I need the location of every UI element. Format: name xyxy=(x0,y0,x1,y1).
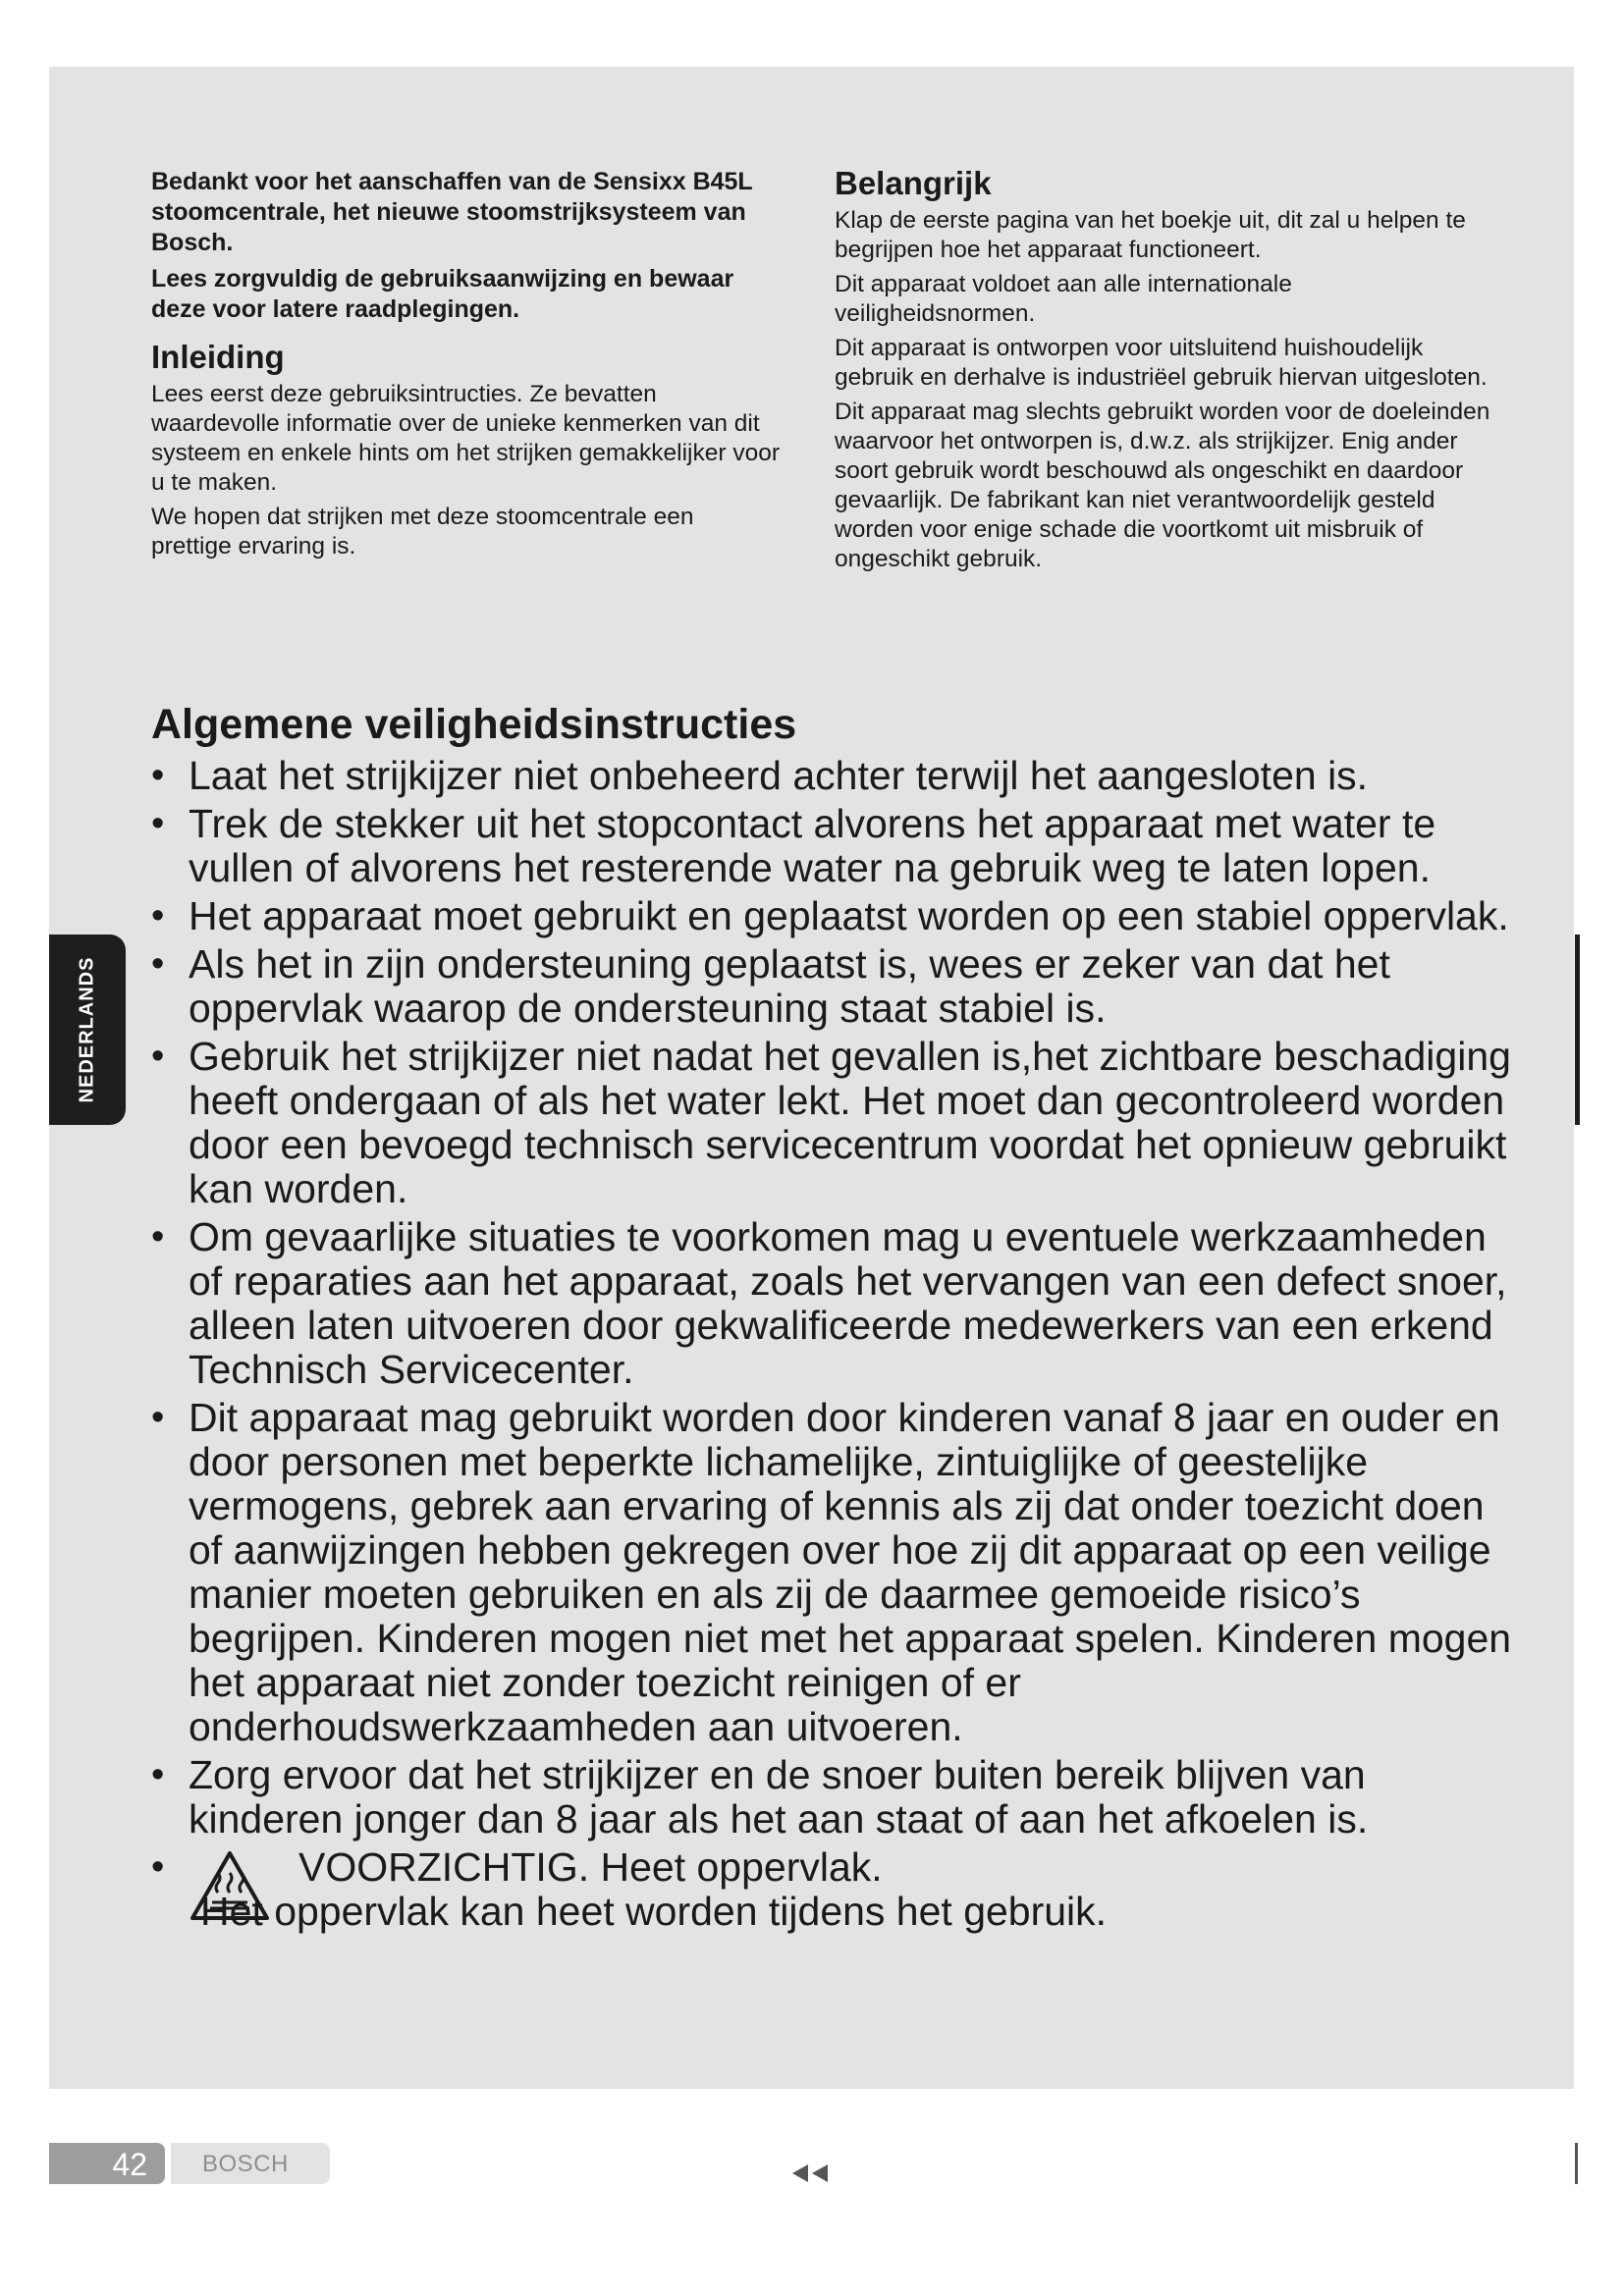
warning-text xyxy=(200,1844,1108,1934)
right-column xyxy=(835,165,1492,579)
right-edge-marker xyxy=(1575,934,1580,1125)
warning-line-2: Het oppervlak kan heet worden tijdens het gebruik. xyxy=(200,1889,1108,1934)
safety-item-4 xyxy=(151,942,1516,1031)
bullet-icon: • xyxy=(151,803,165,844)
safety-item-text: Trek de stekker uit het stopcontact alvorens het apparaat met water te vullen of alvorens het resterende water na gebruik weg te laten lopen. xyxy=(189,801,1436,890)
safety-item-text: Om gevaarlijke situaties te voorkomen mag u eventuele werkzaamheden of reparaties aan het apparaat, zoals het vervangen van een defect snoer, alleen laten uitvoeren door gekwalificeerde medewerkers van een erkend Technisch Servicecenter. xyxy=(189,1214,1507,1392)
safety-item-8 xyxy=(151,1753,1516,1842)
safety-item-text: Als het in zijn ondersteuning geplaatst is, wees er zeker van dat het oppervlak waarop de ondersteuning staat stabiel is. xyxy=(189,941,1390,1031)
brand-label: BOSCH xyxy=(202,2151,289,2177)
safety-item-text: Laat het strijkijzer niet onbeheerd achter terwijl het aangesloten is. xyxy=(189,753,1369,798)
bullet-icon: • xyxy=(151,943,165,985)
safety-item-1 xyxy=(151,754,1516,798)
bullet-icon: • xyxy=(151,1846,165,1888)
inleiding-heading: Inleiding xyxy=(151,339,285,375)
bullet-icon: • xyxy=(151,1036,165,1077)
footer-edge-marker xyxy=(1575,2143,1578,2184)
safety-heading: Algemene veiligheidsinstructies xyxy=(151,701,797,748)
brand-badge xyxy=(171,2143,330,2184)
safety-item-text: Gebruik het strijkijzer niet nadat het gevallen is,het zichtbare beschadiging heeft ondergaan of als het water lekt. Het moet dan gecontroleerd worden door een bevoegd technisch servicecentrum voordat het opnieuw gebruikt kan worden. xyxy=(189,1034,1511,1211)
safety-item-text: Zorg ervoor dat het strijkijzer en de snoer buiten bereik blijven van kinderen jonger dan 8 jaar als het aan staat of aan het afkoelen is. xyxy=(189,1752,1369,1842)
warning-row xyxy=(189,1845,1516,1934)
safety-item-5 xyxy=(151,1035,1516,1211)
intro-thanks: Bedankt voor het aanschaffen van de Sensixx B45L stoomcentrale, het nieuwe stoomstrijksysteem van Bosch. xyxy=(151,168,753,256)
belangrijk-paragraph-2: Dit apparaat voldoet aan alle internationale veiligheidsnormen. xyxy=(835,271,1292,327)
belangrijk-heading: Belangrijk xyxy=(835,165,992,201)
safety-section xyxy=(151,699,1516,1938)
safety-item-6 xyxy=(151,1215,1516,1392)
safety-item-text: Het apparaat moet gebruikt en geplaatst worden op een stabiel oppervlak. xyxy=(189,893,1509,938)
bullet-icon: • xyxy=(151,1216,165,1257)
inleiding-paragraph-2: We hopen dat strijken met deze stoomcentrale een prettige ervaring is. xyxy=(151,504,694,560)
safety-item-warning xyxy=(151,1845,1516,1934)
bullet-icon: • xyxy=(151,895,165,936)
warning-line-1: VOORZICHTIG. Heet oppervlak. xyxy=(298,1844,883,1890)
belangrijk-paragraph-4: Dit apparaat mag slechts gebruikt worden voor de doeleinden waarvoor het ontworpen is, d.w.z. als strijkijzer. Enig ander soort gebruik wordt beschouwd als ongeschikt en daardoor gevaarlijk. De fabrikant kan niet verantwoordelijk gesteld worden voor enige schade die voortkomt uit misbruik of ongeschikt gebruik. xyxy=(835,399,1490,572)
safety-item-2 xyxy=(151,802,1516,890)
belangrijk-paragraph-1: Klap de eerste pagina van het boekje uit, dit zal u helpen te begrijpen hoe het apparaat functioneert. xyxy=(835,207,1466,263)
page-number-badge xyxy=(49,2143,165,2184)
double-left-arrow-icon[interactable] xyxy=(790,2163,834,2184)
intro-read-carefully: Lees zorgvuldig de gebruiksaanwijzing en bewaar deze voor latere raadplegingen. xyxy=(151,265,734,323)
bullet-icon: • xyxy=(151,755,165,796)
left-column xyxy=(151,167,780,566)
page-number: 42 xyxy=(112,2147,147,2182)
bullet-icon: • xyxy=(151,1397,165,1438)
safety-item-3 xyxy=(151,894,1516,938)
safety-item-7 xyxy=(151,1396,1516,1749)
safety-list xyxy=(151,754,1516,1934)
language-label: NEDERLANDS xyxy=(76,956,98,1103)
bullet-icon: • xyxy=(151,1754,165,1795)
language-side-tab xyxy=(49,934,126,1125)
belangrijk-paragraph-3: Dit apparaat is ontworpen voor uitsluitend huishoudelijk gebruik en derhalve is industriëel gebruik hiervan uitgesloten. xyxy=(835,335,1488,391)
safety-item-text: Dit apparaat mag gebruikt worden door kinderen vanaf 8 jaar en ouder en door personen met beperkte lichamelijke, zintuiglijke of geestelijke vermogens, gebrek aan ervaring of kennis als zij dat onder toezicht doen of aanwijzingen hebben gekregen over hoe zij dit apparaat op een veilige manier moeten gebruiken en als zij de daarmee gemoeide risico’s begrijpen. Kinderen mogen niet met het apparaat spelen. Kinderen mogen het apparaat niet zonder toezicht reinigen of er onderhoudswerkzaamheden aan uitvoeren. xyxy=(189,1395,1512,1749)
inleiding-paragraph-1: Lees eerst deze gebruiksintructies. Ze bevatten waardevolle informatie over de unieke kenmerken van dit systeem en enkele hints om het strijken gemakkelijker voor u te maken. xyxy=(151,381,781,496)
